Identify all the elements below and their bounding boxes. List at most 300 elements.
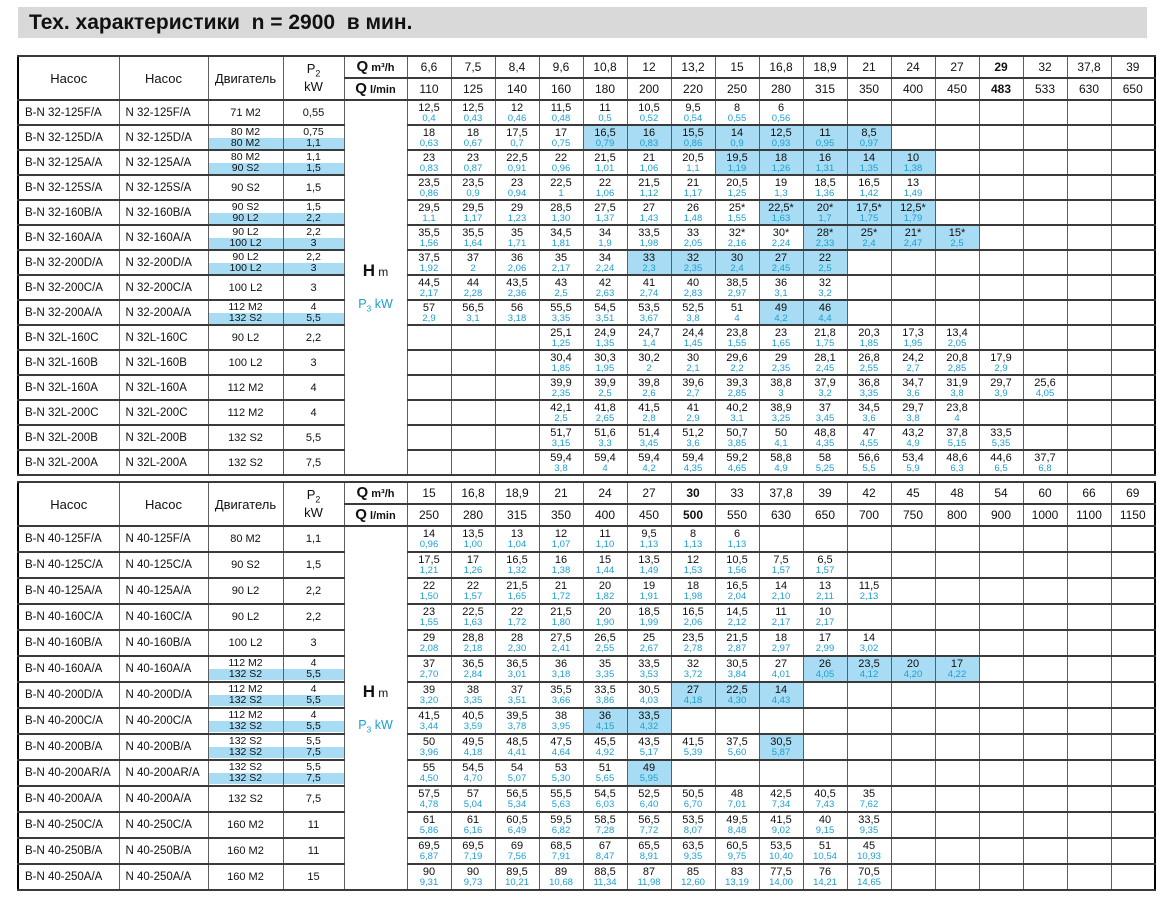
pump-name-alt: N 40-160C/A	[119, 604, 208, 630]
power-value: 2,8	[642, 412, 656, 424]
head-value: 27	[642, 201, 656, 214]
power-value: 1,17	[683, 187, 703, 199]
hp-data-cell	[759, 125, 803, 150]
hp-data-cell	[627, 325, 671, 350]
empty-cell	[1023, 734, 1067, 760]
head-value: 49,5	[462, 736, 484, 748]
pump-name-alt: N 32-160A/A	[119, 225, 208, 250]
power-value: 3	[778, 387, 784, 399]
empty-cell	[979, 812, 1023, 838]
power-value: 2,06	[507, 262, 527, 274]
head-value: 35,5	[550, 684, 572, 696]
head-value: 19	[642, 580, 656, 592]
table-row	[18, 325, 1155, 350]
power-value: 2,13	[859, 591, 879, 602]
empty-cell	[1067, 786, 1111, 812]
power-value: 1,23	[507, 212, 527, 224]
empty-cell	[715, 760, 759, 786]
empty-cell	[1111, 225, 1155, 250]
pump-name: B-N 32L-200A	[18, 450, 119, 475]
hp-data-cell	[715, 425, 759, 450]
head-value: 13	[818, 580, 832, 592]
empty-cell	[935, 150, 979, 175]
flow-m3h-value: 15	[715, 56, 759, 78]
empty-cell	[1023, 100, 1067, 125]
hp-data-cell	[715, 604, 759, 630]
hp-data-cell	[627, 786, 671, 812]
power-value: 6,87	[419, 851, 439, 862]
head-value: 35	[510, 226, 524, 239]
head-value: 11	[599, 528, 611, 540]
power-value: 2,05	[683, 237, 703, 249]
empty-cell	[1067, 526, 1111, 552]
flow-lmin-value: 280	[451, 504, 495, 526]
hp-data-cell	[407, 864, 451, 890]
power-value: 10,93	[857, 851, 881, 862]
empty-cell	[891, 552, 935, 578]
motor-variants	[209, 684, 283, 706]
hp-data-cell	[539, 250, 583, 275]
head-value: 90	[422, 866, 436, 878]
hp-data-cell	[539, 838, 583, 864]
motor-variants	[209, 710, 283, 732]
hp-data-cell	[407, 200, 451, 225]
p2-cell: 15	[283, 864, 344, 890]
head-value: 12,5	[418, 101, 440, 114]
power-value: 2,05	[947, 337, 967, 349]
head-value: 40,5	[814, 788, 836, 800]
power-value: 7,28	[595, 825, 615, 836]
hp-data-cell	[671, 552, 715, 578]
table-row	[18, 708, 1155, 734]
power-value: 0,9	[730, 137, 744, 149]
p2-variant: 2,2	[284, 213, 344, 224]
hp-data-cell	[627, 630, 671, 656]
head-value: 34	[598, 226, 612, 239]
head-value: 33,5	[638, 226, 660, 239]
p2-variant: 5,5	[306, 735, 321, 747]
power-value: 10,54	[813, 851, 837, 862]
p2-cell	[283, 200, 344, 225]
empty-cell	[1111, 150, 1155, 175]
hp-data-cell	[759, 200, 803, 225]
empty-cell	[935, 604, 979, 630]
hp-data-cell	[407, 812, 451, 838]
pump-column-header-2: Насос	[119, 56, 208, 100]
hp-data-cell	[803, 325, 847, 350]
hp-data-cell	[979, 375, 1023, 400]
head-value: 16	[554, 554, 568, 566]
hp-data-cell	[407, 552, 451, 578]
hp-data-cell	[539, 300, 583, 325]
power-value: 5,25	[815, 462, 835, 474]
hp-data-cell	[671, 400, 715, 425]
head-value: 37	[466, 251, 480, 264]
p2-variants	[284, 252, 344, 274]
head-value: 17,5*	[856, 201, 882, 214]
hp-data-cell	[759, 656, 803, 682]
head-value: 15,5	[682, 126, 704, 139]
hp-data-cell	[935, 225, 979, 250]
hp-data-cell	[495, 760, 539, 786]
power-value: 1,04	[507, 539, 527, 550]
pump-name-alt: N 32-200A/A	[119, 300, 208, 325]
head-value: 29	[774, 351, 788, 364]
hp-data-cell	[627, 100, 671, 125]
hp-data-cell	[671, 734, 715, 760]
pump-name-alt: N 40-160B/A	[119, 630, 208, 656]
hp-data-cell	[451, 300, 495, 325]
p2-cell: 1,5	[283, 552, 344, 578]
flow-lmin-value: 400	[583, 504, 627, 526]
head-value: 41	[642, 276, 656, 289]
power-value: 1,65	[507, 591, 527, 602]
head-value: 42,1	[550, 401, 572, 414]
hp-data-cell	[451, 812, 495, 838]
pump-name: B-N 40-125C/A	[18, 552, 119, 578]
hp-data-cell	[539, 734, 583, 760]
head-value: 88,5	[594, 866, 616, 878]
p2-variant: 3	[284, 238, 344, 249]
head-value: 37,5	[418, 251, 440, 264]
empty-cell	[1067, 604, 1111, 630]
header-row-m3h	[18, 482, 1155, 504]
head-value: 16,5	[594, 126, 616, 139]
empty-cell	[1023, 325, 1067, 350]
flow-lmin-value: 140	[495, 78, 539, 100]
hp-data-cell	[539, 450, 583, 475]
power-value: 7,56	[507, 851, 527, 862]
hp-data-cell	[627, 150, 671, 175]
hp-data-cell	[759, 175, 803, 200]
hp-data-cell	[759, 400, 803, 425]
hp-data-cell	[847, 425, 891, 450]
empty-cell	[1023, 630, 1067, 656]
hp-data-cell	[671, 175, 715, 200]
head-value: 40,2	[726, 401, 748, 414]
power-value: 5,17	[639, 747, 659, 758]
power-value: 4,18	[683, 695, 703, 706]
hp-data-cell	[671, 325, 715, 350]
head-value: 14	[862, 151, 876, 164]
table-row	[18, 100, 1155, 125]
head-value: 21,5	[726, 632, 748, 644]
flow-lmin-value: 533	[1023, 78, 1067, 100]
hp-data-cell	[583, 786, 627, 812]
empty-cell	[935, 760, 979, 786]
hp-data-cell	[847, 656, 891, 682]
power-value: 10,68	[549, 877, 573, 888]
hp-data-cell	[803, 125, 847, 150]
power-value: 1,71	[507, 237, 527, 249]
motor-cell: 90 S2	[208, 552, 283, 578]
power-value: 3,8	[950, 387, 964, 399]
hp-data-cell	[583, 734, 627, 760]
table-row	[18, 450, 1155, 475]
flow-m3h-value: 30	[671, 482, 715, 504]
hp-data-cell	[759, 838, 803, 864]
power-value: 4,4	[818, 312, 832, 324]
flow-lmin-value: 1150	[1111, 504, 1155, 526]
head-value: 48	[730, 788, 744, 800]
power-value: 4,1	[774, 437, 788, 449]
head-value: 51,4	[638, 426, 660, 439]
head-value: 22	[510, 606, 524, 618]
power-value: 5,30	[551, 773, 571, 784]
flow-m3h-value: 8,4	[495, 56, 539, 78]
head-value: 15	[598, 554, 612, 566]
head-value: 49,5	[726, 814, 748, 826]
hp-data-cell	[803, 864, 847, 890]
head-value: 33,5	[638, 710, 660, 722]
power-value: 4	[954, 412, 960, 424]
hp-data-cell	[451, 275, 495, 300]
hp-data-cell	[715, 400, 759, 425]
hp-data-cell	[539, 100, 583, 125]
empty-cell	[935, 838, 979, 864]
head-value: 50,5	[682, 788, 704, 800]
empty-cell	[803, 100, 847, 125]
head-value: 36	[598, 710, 612, 722]
head-value: 41,5	[682, 736, 704, 748]
p2-variants	[284, 152, 344, 174]
head-power-axis-label	[344, 100, 407, 475]
hp-data-cell	[803, 300, 847, 325]
hp-data-cell	[539, 150, 583, 175]
head-value: 42	[598, 276, 612, 289]
head-value: 55,5	[550, 788, 572, 800]
empty-cell	[1067, 552, 1111, 578]
table-row	[18, 175, 1155, 200]
hp-data-cell	[715, 682, 759, 708]
hp-data-cell	[671, 630, 715, 656]
head-value: 25,6	[1034, 376, 1056, 389]
head-value: 39,9	[594, 376, 616, 389]
p2-cell	[283, 225, 344, 250]
hp-data-cell	[671, 786, 715, 812]
motor-variants	[209, 762, 283, 784]
pump-name-alt: N 32-125D/A	[119, 125, 208, 150]
power-value: 4,22	[947, 669, 967, 680]
empty-cell	[1067, 375, 1111, 400]
empty-cell	[671, 760, 715, 786]
hp-data-cell	[407, 760, 451, 786]
motor-cell: 132 S2	[208, 425, 283, 450]
power-value: 1,57	[463, 591, 483, 602]
power-value: 2,11	[816, 591, 834, 602]
head-value: 41,8	[594, 401, 616, 414]
table-row	[18, 682, 1155, 708]
head-value: 24,4	[682, 326, 704, 339]
power-value: 4,43	[771, 695, 791, 706]
power-value: 2,24	[771, 237, 791, 249]
hp-data-cell	[671, 275, 715, 300]
head-value: 30	[686, 351, 700, 364]
p2-variant: 3	[284, 263, 344, 274]
hp-data-cell	[451, 250, 495, 275]
head-value: 16	[818, 151, 832, 164]
power-value: 2,45	[771, 262, 791, 274]
head-value: 52,5	[682, 301, 704, 314]
hp-data-cell	[803, 175, 847, 200]
head-value: 67	[598, 840, 612, 852]
head-value: 36	[554, 658, 568, 670]
hp-data-cell	[627, 526, 671, 552]
hp-data-cell	[583, 526, 627, 552]
head-value: 54	[510, 762, 524, 774]
empty-cell	[979, 682, 1023, 708]
head-value: 60,5	[506, 814, 528, 826]
power-value: 3,35	[595, 669, 615, 680]
head-value: 52,5	[638, 788, 660, 800]
power-value: 1,1	[686, 162, 700, 174]
empty-cell	[935, 578, 979, 604]
hp-data-cell	[671, 125, 715, 150]
power-value: 2,5	[818, 262, 832, 274]
head-value: 51,6	[594, 426, 616, 439]
hp-data-cell	[715, 812, 759, 838]
motor-cell: 71 M2	[208, 100, 283, 125]
empty-cell	[1111, 275, 1155, 300]
power-value: 1,91	[639, 591, 659, 602]
pump-name-alt: N 32L-200B	[119, 425, 208, 450]
power-value: 3,1	[730, 412, 744, 424]
empty-cell	[979, 734, 1023, 760]
power-value: 2,35	[771, 362, 791, 374]
power-value: 5,07	[507, 773, 527, 784]
hp-data-cell	[803, 425, 847, 450]
flow-lmin-value: 500	[671, 504, 715, 526]
motor-variant: 80 M2	[230, 150, 261, 163]
pump-name: B-N 40-200A/A	[18, 786, 119, 812]
motor-cell: 80 M2	[208, 526, 283, 552]
empty-cell	[979, 708, 1023, 734]
pump-name-alt: N 40-250C/A	[119, 812, 208, 838]
head-value: 25*	[860, 226, 878, 239]
table-row	[18, 425, 1155, 450]
power-value: 1,95	[595, 362, 615, 374]
p2-cell: 0,55	[283, 100, 344, 125]
hp-data-cell	[627, 604, 671, 630]
empty-cell	[1111, 450, 1155, 475]
pump-name-alt: N 40-200C/A	[119, 708, 208, 734]
empty-cell	[1023, 760, 1067, 786]
empty-cell	[1111, 760, 1155, 786]
flow-m3h-value: 21	[847, 56, 891, 78]
head-value: 43,5	[506, 276, 528, 289]
empty-cell	[847, 760, 891, 786]
power-value: 1,99	[639, 617, 659, 628]
head-value: 14	[774, 684, 788, 696]
hp-data-cell	[495, 838, 539, 864]
power-value: 2,30	[507, 643, 527, 654]
p2-variant: 2,2	[306, 250, 321, 263]
empty-cell	[847, 300, 891, 325]
hp-data-cell	[891, 325, 935, 350]
empty-cell	[1111, 682, 1155, 708]
head-value: 50	[774, 426, 788, 439]
flow-lmin-value: 350	[539, 504, 583, 526]
head-value: 51	[818, 840, 832, 852]
motor-variant: 112 M2	[228, 709, 263, 721]
hp-data-cell	[715, 250, 759, 275]
power-value: 1,12	[639, 187, 659, 199]
empty-cell	[1111, 812, 1155, 838]
head-value: 18,5	[814, 176, 836, 189]
flow-m3h-value: 27	[935, 56, 979, 78]
head-value: 63,5	[682, 840, 704, 852]
power-value: 2,28	[463, 287, 483, 299]
power-value: 7,72	[639, 825, 659, 836]
motor-cell: 90 L2	[208, 578, 283, 604]
power-value: 1,4	[642, 337, 656, 349]
empty-cell	[979, 604, 1023, 630]
head-value: 40,5	[462, 710, 484, 722]
flow-lmin-value: 220	[671, 78, 715, 100]
head-value: 51,7	[550, 426, 572, 439]
hp-data-cell	[583, 630, 627, 656]
hp-data-cell	[627, 812, 671, 838]
head-value: 70,5	[858, 866, 880, 878]
hp-data-cell	[935, 656, 979, 682]
head-value: 18	[422, 126, 436, 139]
hp-data-cell	[451, 552, 495, 578]
hp-data-cell	[847, 350, 891, 375]
motor-variant: 132 S2	[209, 313, 283, 324]
head-value: 23,5	[682, 632, 704, 644]
head-value: 16,5	[506, 554, 528, 566]
hp-data-cell	[627, 225, 671, 250]
head-value: 22,5	[550, 176, 572, 189]
power-value: 7,62	[859, 799, 879, 810]
empty-cell	[1023, 812, 1067, 838]
power-value: 4,03	[639, 695, 659, 706]
hp-data-cell	[671, 450, 715, 475]
hp-data-cell	[539, 656, 583, 682]
table-row	[18, 630, 1155, 656]
empty-cell	[1023, 838, 1067, 864]
head-value: 35	[598, 658, 612, 670]
hp-data-cell	[759, 375, 803, 400]
head-value: 35	[862, 788, 876, 800]
hp-data-cell	[803, 250, 847, 275]
empty-cell	[407, 425, 451, 450]
hp-data-cell	[803, 350, 847, 375]
empty-cell	[891, 250, 935, 275]
empty-cell	[407, 400, 451, 425]
power-value: 4,2	[642, 462, 656, 474]
empty-cell	[451, 400, 495, 425]
head-value: 54,5	[462, 762, 484, 774]
power-value: 3,95	[551, 721, 571, 732]
power-value: 4,32	[639, 721, 659, 732]
hp-data-cell	[803, 656, 847, 682]
power-value: 1,82	[595, 591, 615, 602]
head-value: 30*	[772, 226, 790, 239]
head-value: 58,8	[770, 451, 792, 464]
power-value: 2,5	[950, 237, 964, 249]
hp-data-cell	[935, 325, 979, 350]
pump-name-alt: N 40-200D/A	[119, 682, 208, 708]
head-value: 50	[422, 736, 436, 748]
power-value: 1,65	[771, 337, 791, 349]
head-value: 34,5	[550, 226, 572, 239]
hp-data-cell	[759, 682, 803, 708]
power-value: 11,34	[593, 877, 617, 888]
motor-variant: 132 S2	[228, 735, 263, 747]
power-value: 1,13	[683, 539, 703, 550]
head-value: 30,4	[550, 351, 572, 364]
